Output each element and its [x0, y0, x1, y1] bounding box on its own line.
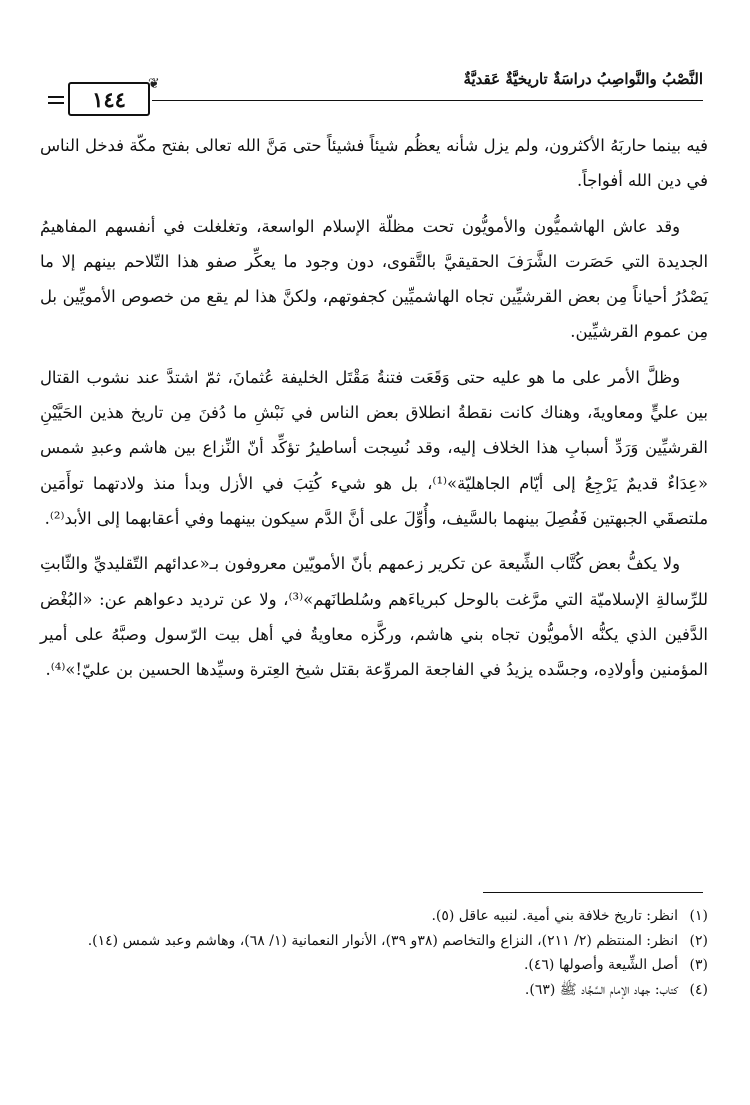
footnote-item [44, 978, 708, 1003]
paragraph: وظلَّ الأمر على ما هو عليه حتى وَقَعَت فتنةُ مَقْتَل الخليفة عُثمانَ، ثمّ اشتدَّ عند نشوب القتال بين عليٍّ ومعاويةَ، وهناك كانت نقطةُ انطلاق بعض الناس في نَبْشِ ما دُفنَ مِن تاريخ هذين الحَيَّيْنِ القرشيِّين وَرَدِّ أسبابِ هذا الخلاف إليه، وقد نُسِجت أساطيرُ تؤكِّد أنّ النِّزاع بين هاشم وعبدِ شمس «عِدَاءٌ قديمٌ يَرْجِعُ إلى أيّام الجاهليّة»⁽¹⁾، بل هو شيء كُتِبَ في الأزل وبدأ منذ ولادتهما توأَمَين ملتصقَي الجبهتين فَفُصِلَ بينهما بالسَّيف، وأُوِّلَ على أنَّ الدَّم سيكون بينهما وفي أعقابهما إلى الأبد⁽²⁾. [40, 367, 708, 528]
footnote-number: (٤) [689, 981, 708, 998]
footnote-text: انظر: المنتظم (٢/ ٢١١)، النزاع والتخاصم (٣٨و ٣٩)، الأنوار النعمانية (١/ ٦٨)، وهاشم وعبد شمس (١٤). [87, 932, 678, 949]
paragraph: ولا يكفُّ بعض كُتَّاب الشِّيعة عن تكرير زعمهم بأنّ الأمويّين معروفون بـ«عدائهم التّقليديِّ والثّابتِ للرِّسالةِ الإسلاميّة التي مرَّغت بالوحل كبرياءَهم وسُلطانَهم»⁽³⁾، ولا عن ترديد دعواهم عن: «البُغْض الدَّفين الذي يكنُّه الأمويُّون تجاه بني هاشم، وركَّزه معاويةُ في أهل بيت الرّسول وصبَّهُ على أمير المؤمنين وأولادِه، وجسَّده يزيدُ في الفاجعة المروِّعة بقتل شيخ العِترة وسيِّدها الحسين بن عليّ!»⁽⁴⁾. [40, 554, 708, 680]
header-rule-left-top [48, 96, 64, 98]
footnote-separator [483, 892, 703, 893]
footnote-item [44, 904, 708, 929]
paragraph: وقد عاش الهاشميُّون والأمويُّون تحت مظلّة الإسلام الواسعة، وتغلغلت في أنفسهم المفاهيمُ الجديدة التي حَصَرت الشَّرَفَ الحقيقيَّ بالتَّقوى، دون وجود ما يعكِّر صفو هذا التّلاحم بينهم إلا ما يَصْدُرُ أحياناً مِن بعض القرشيِّين تجاه الهاشميِّين كجفوتهم، ولكنَّ هذا لم يقع من خصوص الأمويِّين بل مِن عموم القرشيِّين. [40, 216, 708, 342]
page-number: ١٤٤ [92, 86, 126, 112]
paragraph: فيه بينما حاربَهُ الأكثرون، ولم يزل شأنه يعظُم شيئاً فشيئاً حتى مَنَّ الله تعالى بفتح مكّة فدخل الناس في دين الله أفواجاً. [40, 136, 708, 191]
footnote-item [44, 929, 708, 954]
book-title: النَّصْبُ والنَّواصِبُ دراسَةٌ تاريخيَّةٌ عَقديَّةٌ [463, 70, 703, 88]
footnote-text: أصل الشِّيعة وأصولها (٤٦). [523, 957, 678, 973]
footnote-number: (١) [689, 908, 708, 924]
main-text [40, 128, 708, 697]
ornament-icon: ❦ [148, 76, 160, 92]
header-rule [152, 100, 703, 101]
header-rule-left-bottom [48, 102, 64, 104]
footnote-text: انظر: تاريخ خلافة بني أمية. لنبيه عاقل (٥). [431, 908, 678, 924]
footnote-item [44, 953, 708, 978]
page-number-box [68, 82, 150, 116]
footnote-number: (٣) [689, 957, 708, 973]
footnote-number: (٢) [689, 932, 708, 949]
page-header [48, 60, 703, 120]
footnotes [44, 904, 708, 1002]
footnote-text: كتاب: جهاد الإمام السَّجَّاد ﷺ (٦٣). [524, 981, 678, 998]
